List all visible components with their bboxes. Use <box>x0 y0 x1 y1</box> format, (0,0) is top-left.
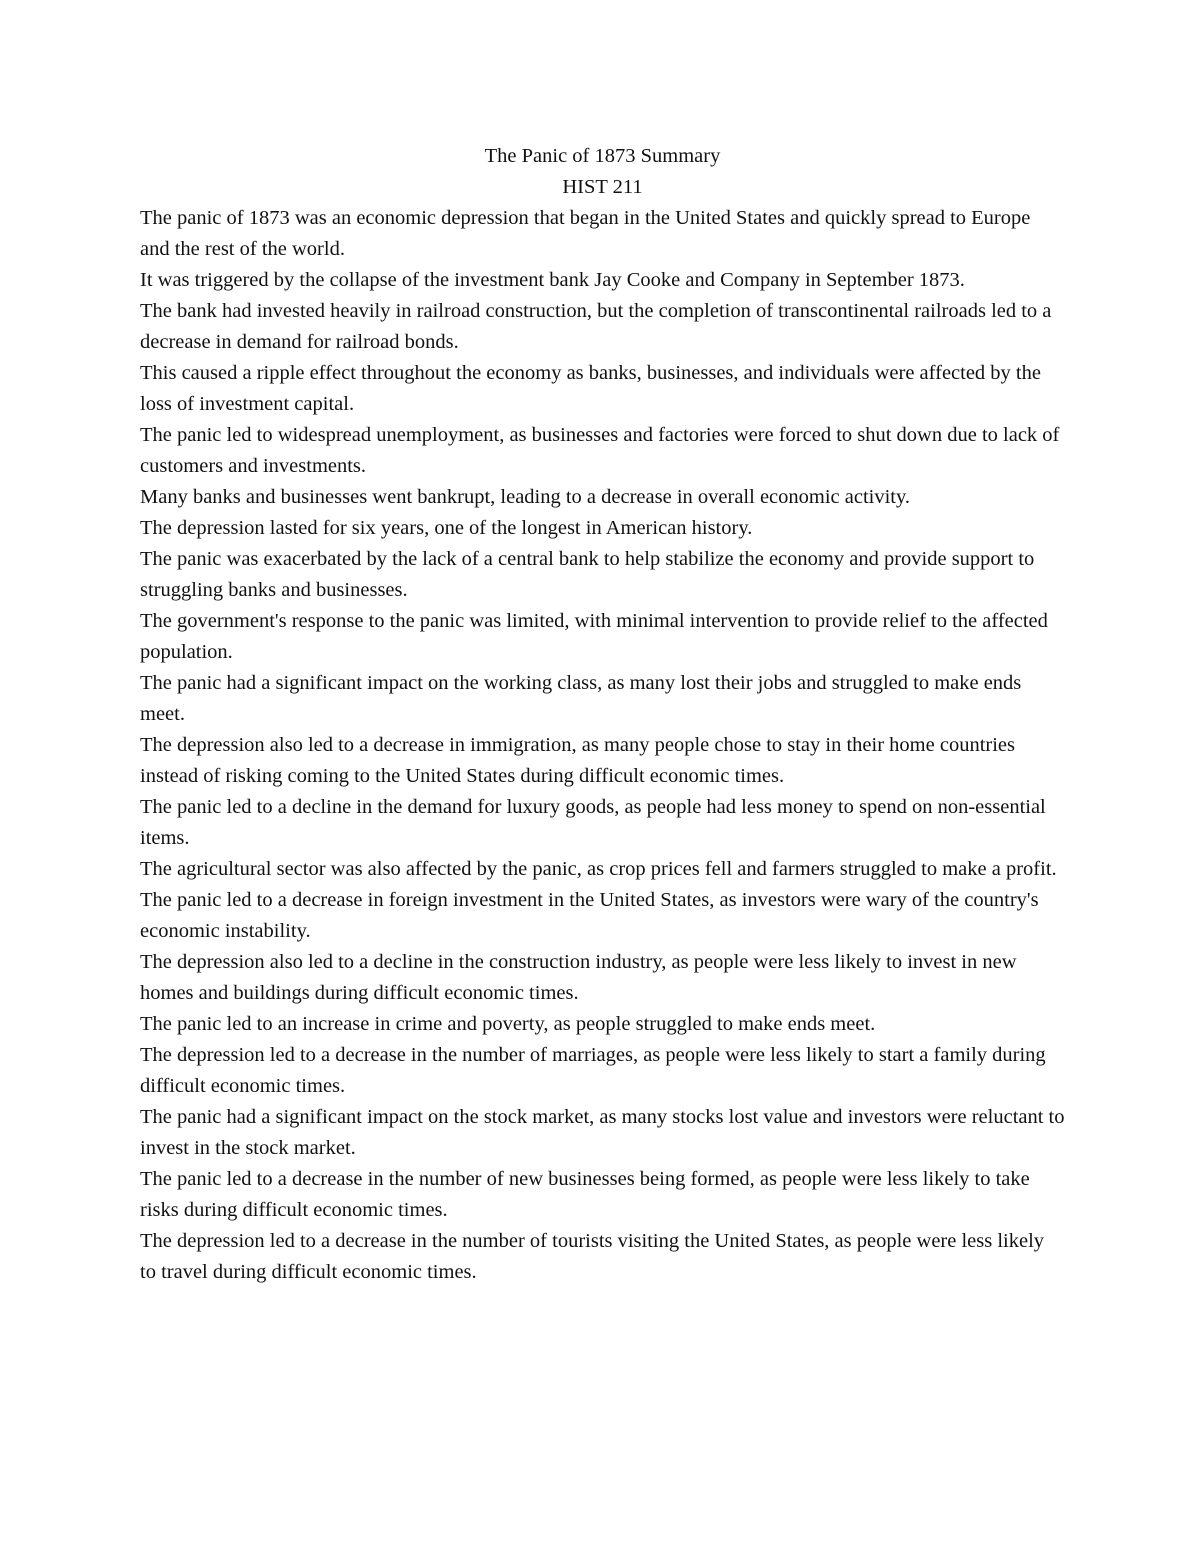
course-code: HIST 211 <box>562 176 643 198</box>
paragraph: The panic was exacerbated by the lack of a central bank to help stabilize the economy and provide support to struggling banks and businesses. <box>140 548 1035 601</box>
paragraph: The depression also led to a decrease in immigration, as many people chose to stay in their home countries instead of risking coming to the United States during difficult economic times. <box>140 734 1015 787</box>
paragraph: The agricultural sector was also affected by the panic, as crop prices fell and farmers struggled to make a profit. <box>140 858 1057 880</box>
paragraph: The bank had invested heavily in railroad construction, but the completion of transcontinental railroads led to a decrease in demand for railroad bonds. <box>140 300 1052 353</box>
paragraph: The depression also led to a decline in the construction industry, as people were less likely to invest in new homes and buildings during difficult economic times. <box>140 951 1017 1004</box>
paragraph: The depression lasted for six years, one of the longest in American history. <box>140 517 753 539</box>
document-title: The Panic of 1873 Summary <box>484 145 721 167</box>
paragraph: The panic had a significant impact on the stock market, as many stocks lost value and investors were reluctant to invest in the stock market. <box>140 1106 1065 1159</box>
paragraph: It was triggered by the collapse of the investment bank Jay Cooke and Company in September 1873. <box>140 269 965 291</box>
paragraph: The panic led to a decrease in the number of new businesses being formed, as people were less likely to take risks during difficult economic times. <box>140 1168 1030 1221</box>
paragraph: The panic led to an increase in crime and poverty, as people struggled to make ends meet. <box>140 1013 876 1035</box>
paragraph: The panic led to a decrease in foreign investment in the United States, as investors were wary of the country's economic instability. <box>140 889 1039 942</box>
paragraph: The panic led to a decline in the demand for luxury goods, as people had less money to spend on non-essential items. <box>140 796 1046 849</box>
paragraph: The panic led to widespread unemployment, as businesses and factories were forced to shut down due to lack of customers and investments. <box>140 424 1060 477</box>
paragraph: The government's response to the panic was limited, with minimal intervention to provide relief to the affected population. <box>140 610 1048 663</box>
paragraph: Many banks and businesses went bankrupt, leading to a decrease in overall economic activity. <box>140 486 911 508</box>
paragraph: The depression led to a decrease in the number of marriages, as people were less likely to start a family during difficult economic times. <box>140 1044 1046 1097</box>
paragraph: The depression led to a decrease in the number of tourists visiting the United States, as people were less likely to travel during difficult economic times. <box>140 1230 1045 1283</box>
paragraph: The panic of 1873 was an economic depression that began in the United States and quickly spread to Europe and the rest of the world. <box>140 207 1031 260</box>
paragraph: This caused a ripple effect throughout the economy as banks, businesses, and individuals were affected by the loss of investment capital. <box>140 362 1041 415</box>
document-body <box>140 141 1065 1288</box>
paragraph: The panic had a significant impact on the working class, as many lost their jobs and struggled to make ends meet. <box>140 672 1022 725</box>
